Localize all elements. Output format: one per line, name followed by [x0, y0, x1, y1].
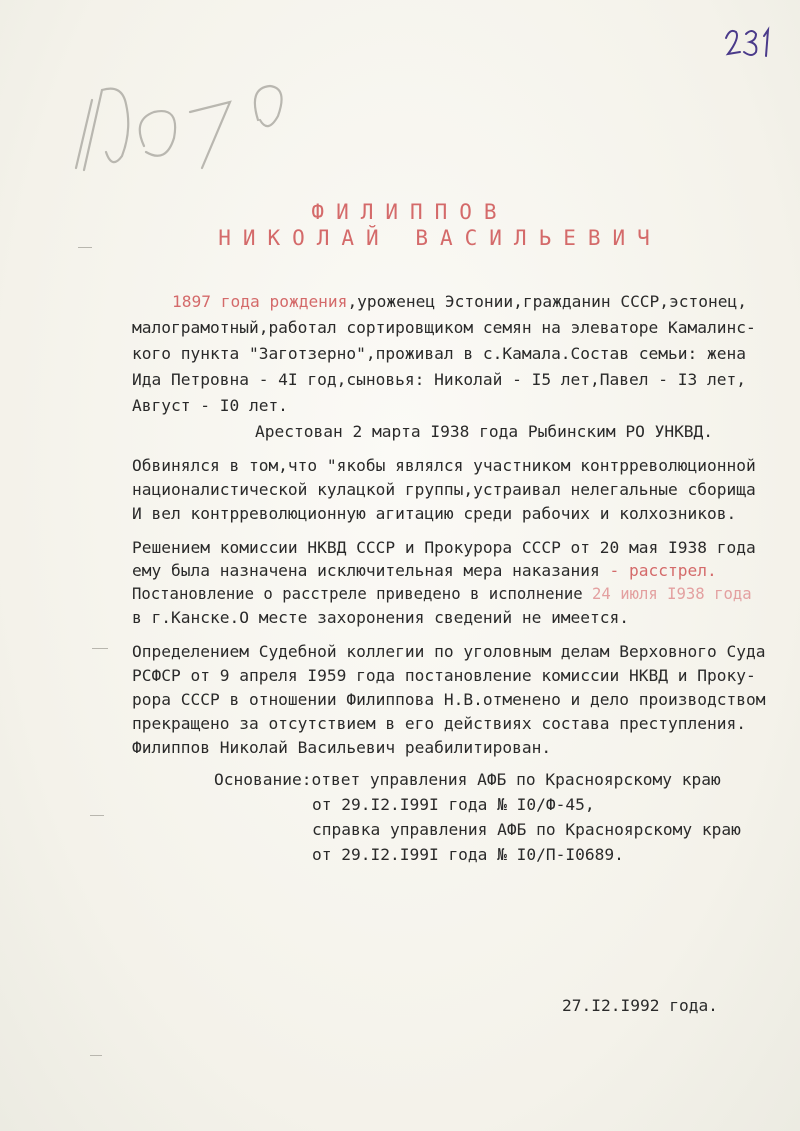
- accusation-line-1: Обвинялся в том,что "якобы являлся участником контрреволюционной: [132, 456, 756, 475]
- person-surname: ФИЛИППОВ: [311, 200, 509, 224]
- arrest-line: Арестован 2 марта I938 года Рыбинским РО УНКВД.: [255, 422, 714, 441]
- rehab-line-4: прекращено за отсутствием в его действиях состава преступления.: [132, 714, 746, 733]
- decision-line-3: [132, 587, 752, 603]
- accusation-line-3: И вел контрреволюционную агитацию среди рабочих и колхозников.: [132, 504, 737, 523]
- execution-date-text: 24 июля I938 года: [592, 585, 752, 603]
- bio-line-5: Август - I0 лет.: [132, 396, 288, 415]
- document-date: 27.I2.I992 года.: [562, 996, 718, 1015]
- bio-line-4: Ида Петровна - 4I год,сыновья: Николай - I5 лет,Павел - I3 лет,: [132, 370, 746, 389]
- rehab-line-5: Филиппов Николай Васильевич реабилитирован.: [132, 738, 552, 757]
- birth-year-text: 1897 года рождения: [172, 292, 348, 311]
- margin-mark: [92, 648, 108, 649]
- accusation-line-2: националистической кулацкой группы,устраивал нелегальные сборища: [132, 480, 756, 499]
- bio-line-2: малограмотный,работал сортировщиком семян на элеваторе Камалинс-: [132, 318, 756, 337]
- bio-line-1-rest: ,уроженец Эстонии,гражданин СССР,эстонец,: [347, 292, 748, 311]
- basis-line-2: от 29.I2.I99I года № I0/Ф-45,: [312, 795, 595, 814]
- decision-line-4: в г.Канске.О месте захоронения сведений не имеется.: [132, 608, 630, 627]
- basis-line-3: справка управления АФБ по Красноярскому краю: [312, 820, 741, 839]
- handwritten-page-number: [722, 18, 782, 68]
- basis-line-4: от 29.I2.I99I года № I0/П-I0689.: [312, 845, 624, 864]
- decision-line-2-text: ему была назначена исключительная мера наказания: [132, 561, 600, 580]
- rehab-line-2: РСФСР от 9 апреля I959 года постановление комиссии НКВД и Проку-: [132, 666, 756, 685]
- bio-line-3: кого пункта "Заготзерно",проживал в с.Камала.Состав семьи: жена: [132, 344, 746, 363]
- sentence-text: - расстрел.: [599, 561, 717, 580]
- rehab-line-3: рора СССР в отношении Филиппова Н.В.отменено и дело производством: [132, 690, 766, 709]
- basis-line-1: Основание:ответ управления АФБ по Красноярскому краю: [214, 770, 721, 789]
- decision-line-2: [132, 563, 717, 579]
- handwritten-archive-code: [62, 60, 292, 180]
- decision-line-3-text: Постановление о расстреле приведено в исполнение: [132, 585, 593, 603]
- margin-mark: [90, 1055, 102, 1056]
- bio-line-1: [172, 294, 747, 310]
- margin-mark: [90, 815, 104, 816]
- person-name-patronymic: НИКОЛАЙ ВАСИЛЬЕВИЧ: [218, 226, 662, 250]
- decision-line-1: Решением комиссии НКВД СССР и Прокурора СССР от 20 мая I938 года: [132, 538, 756, 557]
- rehab-line-1: Определением Судебной коллегии по уголовным делам Верховного Суда: [132, 642, 766, 661]
